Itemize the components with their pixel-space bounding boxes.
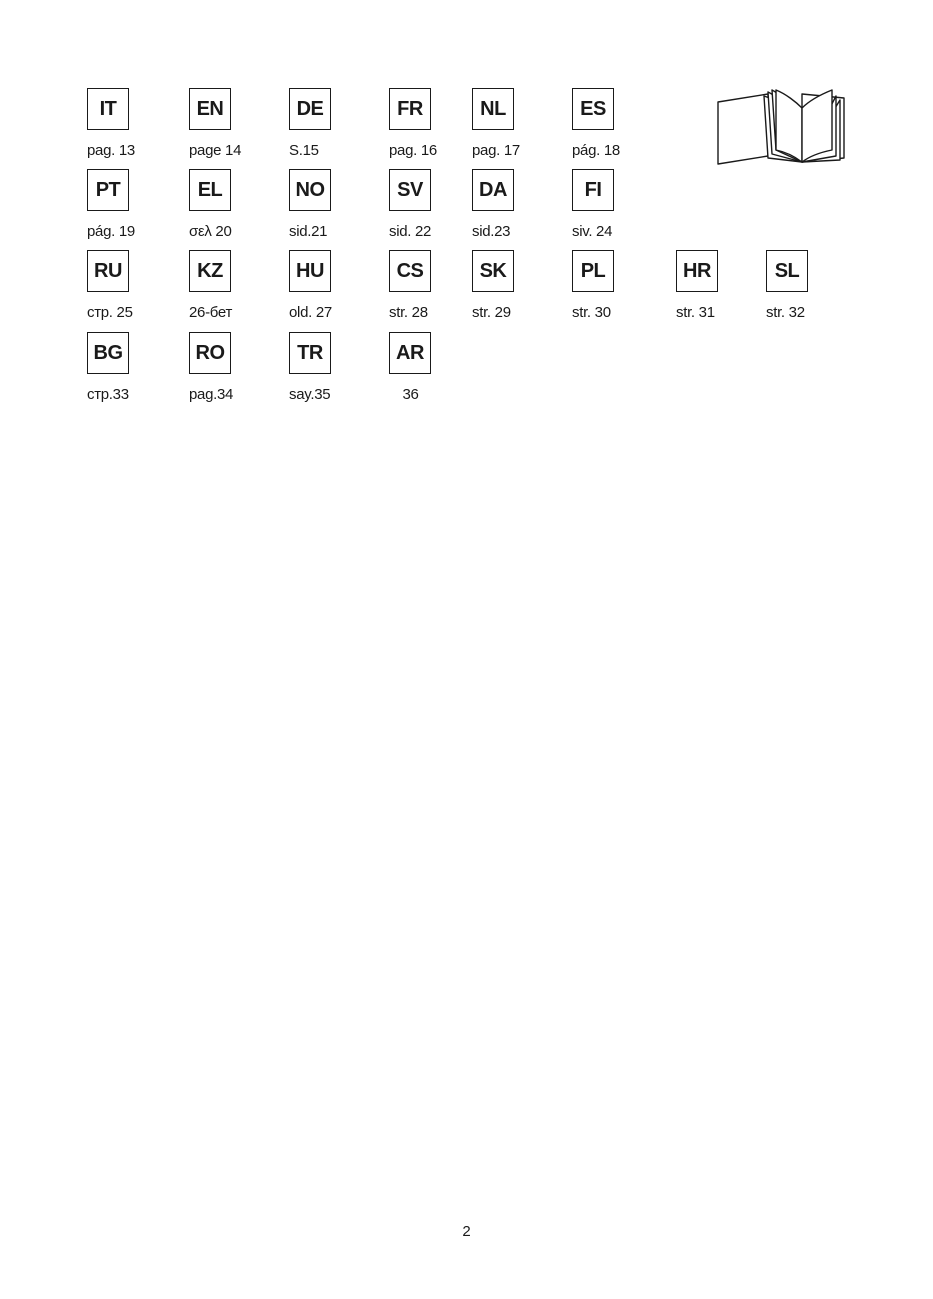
lang-entry-ro [189,332,249,403]
page-reference: стр.33 [87,386,129,403]
page-reference: old. 27 [289,304,332,321]
lang-code-box[interactable]: DA [472,169,514,211]
page-reference: σελ 20 [189,223,232,240]
lang-entry-es [572,88,632,159]
lang-code-box[interactable]: FI [572,169,614,211]
lang-code-box[interactable]: SV [389,169,431,211]
lang-code-box[interactable]: FR [389,88,431,130]
lang-code-box[interactable]: CS [389,250,431,292]
lang-code-box[interactable]: TR [289,332,331,374]
lang-entry-ar [389,332,449,403]
lang-entry-pl [572,250,632,321]
lang-entry-tr [289,332,349,403]
lang-code-box[interactable]: AR [389,332,431,374]
lang-code-box[interactable]: EL [189,169,231,211]
lang-entry-nl [472,88,532,159]
lang-code-box[interactable]: SL [766,250,808,292]
lang-entry-fr [389,88,449,159]
lang-entry-en [189,88,249,159]
lang-entry-fi [572,169,632,240]
open-book-icon [716,88,848,166]
lang-code-box[interactable]: HU [289,250,331,292]
lang-entry-kz [189,250,249,321]
lang-code-box[interactable]: IT [87,88,129,130]
lang-code-box[interactable]: HR [676,250,718,292]
page-reference: say.35 [289,386,331,403]
lang-entry-it [87,88,147,159]
page-reference: pag. 17 [472,142,520,159]
lang-entry-sl [766,250,826,321]
page-number: 2 [462,1223,471,1240]
page-reference: 26-бет [189,304,233,321]
page-reference: str. 30 [572,304,611,321]
lang-code-box[interactable]: DE [289,88,331,130]
lang-entry-bg [87,332,147,403]
page-reference: стр. 25 [87,304,133,321]
page-reference: str. 28 [389,304,428,321]
lang-code-box[interactable]: SK [472,250,514,292]
page-reference: pag. 16 [389,142,437,159]
page-reference: page 14 [189,142,242,159]
lang-entry-no [289,169,349,240]
page-reference: sid.23 [472,223,511,240]
page-reference: sid. 22 [389,223,432,240]
lang-entry-pt [87,169,147,240]
lang-code-box[interactable]: KZ [189,250,231,292]
page-reference: str. 29 [472,304,511,321]
lang-code-box[interactable]: NL [472,88,514,130]
lang-entry-ru [87,250,147,321]
page-reference: pag. 13 [87,142,135,159]
lang-code-box[interactable]: BG [87,332,129,374]
lang-code-box[interactable]: RO [189,332,231,374]
lang-entry-de [289,88,349,159]
page-reference: siv. 24 [572,223,613,240]
lang-entry-hu [289,250,349,321]
lang-entry-hr [676,250,736,321]
lang-code-box[interactable]: EN [189,88,231,130]
page-reference: 36 [402,386,419,403]
page-reference: pág. 18 [572,142,620,159]
lang-code-box[interactable]: RU [87,250,129,292]
lang-code-box[interactable]: ES [572,88,614,130]
page-reference: pag.34 [189,386,234,403]
page-reference: sid.21 [289,223,328,240]
lang-code-box[interactable]: PT [87,169,129,211]
page-reference: S.15 [289,142,319,159]
lang-entry-sv [389,169,449,240]
lang-entry-sk [472,250,532,321]
page-reference: str. 31 [676,304,715,321]
lang-code-box[interactable]: PL [572,250,614,292]
lang-entry-cs [389,250,449,321]
lang-entry-el [189,169,249,240]
lang-entry-da [472,169,532,240]
page-reference: str. 32 [766,304,805,321]
page-reference: pág. 19 [87,223,135,240]
lang-code-box[interactable]: NO [289,169,331,211]
